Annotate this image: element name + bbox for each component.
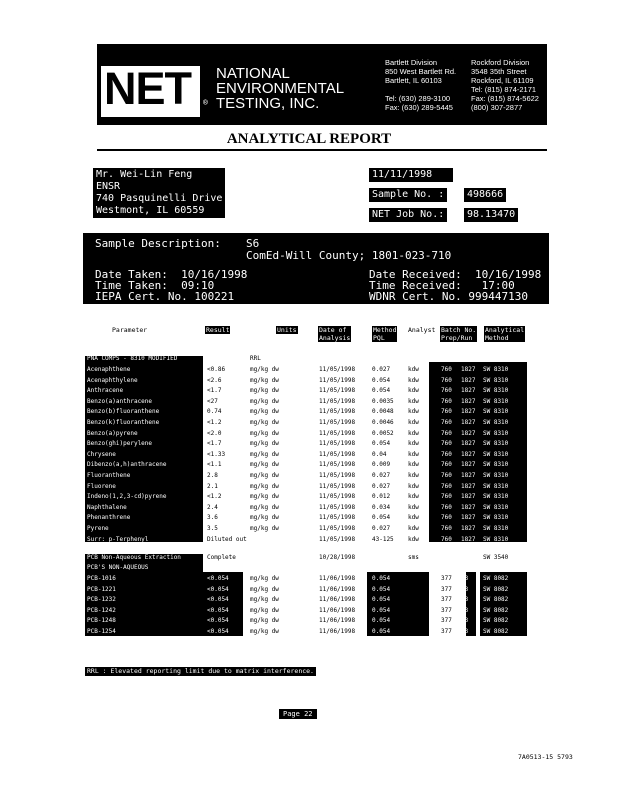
header-date: Date of Analysis: [319, 326, 351, 342]
cell-date: 11/05/1998: [319, 450, 356, 458]
address-line: Westmont, IL 60559: [96, 205, 205, 216]
summary-cell: 10/28/1998: [319, 554, 356, 561]
cell-batch-run: 1827: [461, 450, 476, 458]
cell-batch-prep: 760: [441, 366, 452, 373]
cell-date: 11/06/1998: [319, 627, 356, 635]
cell-batch-run: 53: [461, 575, 469, 582]
client-address: [93, 168, 225, 218]
office-line: Rockford, IL 61109: [471, 76, 534, 85]
registered-mark: ®: [203, 98, 208, 107]
cell-batch-run: 1827: [461, 440, 476, 448]
cell-batch-run: 1827: [461, 429, 476, 437]
cell-parameter: PCB-1254: [87, 627, 116, 635]
cell-units: mg/kg dw: [250, 493, 279, 501]
report-date: 11/11/1998: [369, 168, 453, 182]
header-method-pql: Method PQL: [373, 326, 397, 342]
cell-batch-prep: 760: [441, 461, 452, 469]
date-received: Date Received: 10/16/1998: [369, 268, 542, 281]
cell-method: SW 8310: [483, 461, 509, 469]
cell-date: 11/05/1998: [319, 408, 356, 416]
cell-date: 11/05/1998: [319, 397, 356, 405]
office-line: 850 West Bartlett Rd.: [385, 67, 457, 76]
cell-result: <0.054: [207, 575, 229, 582]
cell-batch-prep: 760: [441, 440, 452, 448]
cell-batch-run: 1827: [461, 503, 476, 511]
section-title: PCB Non-Aqueous Extraction: [87, 554, 181, 561]
cell-pql: 0.0046: [372, 419, 394, 426]
cell-result: <0.054: [207, 617, 229, 624]
cell-date: 11/05/1998: [319, 429, 356, 437]
cell-date: 11/05/1998: [319, 387, 356, 395]
cell-batch-prep: 760: [441, 376, 452, 384]
time-taken: Time Taken: 09:10: [95, 279, 215, 292]
cell-method: SW 8310: [483, 366, 509, 373]
cell-parameter: Naphthalene: [87, 503, 127, 511]
cell-analyst: kdw: [408, 493, 419, 501]
address-line: ENSR: [96, 181, 121, 192]
cell-batch-prep: 760: [441, 525, 452, 532]
cell-parameter: Benzo(a)pyrene: [87, 429, 138, 437]
cell-date: 11/05/1998: [319, 366, 356, 373]
cell-result: <0.054: [207, 585, 229, 593]
cell-analyst: tlc: [408, 617, 419, 624]
cell-result: 0.74: [207, 408, 222, 416]
cell-result: <0.86: [207, 366, 226, 373]
cell-batch-prep: 377: [441, 596, 452, 603]
cell-method: SW 8310: [483, 525, 509, 532]
cell-batch-prep: 377: [441, 627, 452, 635]
cell-units: mg/kg dw: [250, 627, 279, 635]
cell-pql: 0.0035: [372, 397, 394, 405]
cell-date: 11/06/1998: [319, 585, 356, 593]
cell-units: mg/kg dw: [250, 366, 279, 373]
cell-date: 11/05/1998: [319, 525, 356, 532]
cell-batch-prep: 760: [441, 408, 452, 416]
summary-cell: sms: [408, 554, 419, 561]
header-parameter: Parameter: [112, 326, 148, 334]
wdnr-cert: WDNR Cert. No. 999447130: [369, 290, 528, 303]
cell-analyst: tlc: [408, 585, 419, 593]
cell-date: 11/05/1998: [319, 503, 356, 511]
cell-analyst: kdw: [408, 440, 419, 448]
cell-analyst: kdw: [408, 429, 419, 437]
cell-batch-run: 53: [461, 627, 469, 635]
cell-result: <1.2: [207, 419, 222, 426]
cell-analyst: kdw: [408, 503, 419, 511]
logo-text: NET: [104, 63, 191, 114]
summary-cell: Complete: [372, 554, 401, 561]
cell-batch-run: 53: [461, 606, 469, 614]
section-flag: RRL: [250, 355, 261, 362]
cell-units: mg/kg dw: [250, 585, 279, 593]
summary-cell: Complete: [207, 554, 236, 561]
cell-date: 11/05/1998: [319, 461, 356, 469]
cell-pql: 43-125: [372, 535, 394, 543]
cell-method: SW 8310: [483, 408, 509, 416]
document-id: 7A0513-15 5793: [518, 753, 573, 761]
cell-units: mg/kg dw: [250, 575, 279, 582]
cell-units: mg/kg dw: [250, 376, 279, 384]
sample-no: 498666: [464, 188, 506, 202]
cell-date: 11/05/1998: [319, 440, 356, 448]
section-title: PCB'S NON-AQUEOUS: [87, 564, 149, 571]
desc-label: Sample Description:: [95, 237, 221, 250]
cell-units: mg/kg dw: [250, 472, 279, 479]
cell-pql: 0.0048: [372, 408, 394, 416]
cell-analyst: kdw: [408, 482, 419, 490]
page-number: Page 22: [279, 709, 317, 719]
cell-pql: 0.027: [372, 482, 391, 490]
cell-batch-prep: 760: [441, 429, 452, 437]
cell-analyst: kdw: [408, 514, 419, 522]
cell-date: 11/06/1998: [319, 596, 356, 603]
cell-batch-run: 1827: [461, 387, 476, 395]
divider: [97, 149, 547, 151]
cell-batch-prep: 377: [441, 585, 452, 593]
cell-analyst: tlc: [408, 627, 419, 635]
cell-units: mg/kg dw: [250, 461, 279, 469]
cell-parameter: Benzo(a)anthracene: [87, 397, 153, 405]
cell-date: 11/05/1998: [319, 419, 356, 426]
cell-analyst: kdw: [408, 419, 419, 426]
report-title: ANALYTICAL REPORT: [226, 131, 392, 147]
cell-batch-prep: 760: [441, 503, 452, 511]
cell-method: SW 8310: [483, 503, 509, 511]
company-name-line-2: ENVIRONMENTAL: [216, 80, 345, 97]
cell-analyst: kdw: [408, 376, 419, 384]
cell-units: mg/kg dw: [250, 419, 279, 426]
cell-units: mg/kg dw: [250, 440, 279, 448]
cell-pql: 0.054: [372, 606, 391, 614]
cell-method: SW 8310: [483, 482, 509, 490]
office-line: Bartlett, IL 60103: [385, 76, 442, 85]
office-line: Fax: (630) 289-5445: [385, 103, 453, 112]
cell-method: SW 8310: [483, 472, 509, 479]
cell-units: mg/kg dw: [250, 514, 279, 522]
cell-method: SW 8310: [483, 514, 509, 522]
cell-parameter: PCB-1232: [87, 596, 116, 603]
office-line: 3548 35th Street: [471, 67, 527, 76]
cell-analyst: tlc: [408, 596, 419, 603]
cell-pql: 0.054: [372, 627, 391, 635]
cell-result: <1.7: [207, 387, 222, 395]
cell-pql: 0.012: [372, 493, 391, 501]
cell-result: <0.054: [207, 596, 229, 603]
cell-result: <0.054: [207, 606, 229, 614]
cell-method: SW 8310: [483, 440, 509, 448]
cell-batch-run: 1827: [461, 514, 476, 522]
header-batch: Batch No. Prep/Run: [441, 326, 477, 342]
address-line: 740 Pasquinelli Drive: [96, 193, 223, 204]
cell-parameter: Fluoranthene: [87, 472, 131, 479]
cell-result: Diluted out: [207, 535, 247, 543]
cell-method: SW 8082: [483, 585, 509, 593]
cell-analyst: kdw: [408, 525, 419, 532]
office-line: Tel: (630) 289-3100: [385, 94, 451, 103]
cell-parameter: Acenaphthene: [87, 366, 131, 373]
cell-batch-run: 1827: [461, 419, 476, 426]
cell-batch-prep: 760: [441, 535, 452, 543]
cell-batch-prep: 760: [441, 514, 452, 522]
cell-batch-prep: 760: [441, 493, 452, 501]
cell-analyst: tlc: [408, 606, 419, 614]
cell-method: SW 8310: [483, 450, 509, 458]
cell-batch-run: 1827: [461, 376, 476, 384]
cell-analyst: kdw: [408, 397, 419, 405]
cell-parameter: Fluorene: [87, 482, 116, 490]
cell-analyst: tlc: [408, 575, 419, 582]
cell-method: SW 8310: [483, 419, 509, 426]
cell-parameter: Acenaphthylene: [87, 376, 138, 384]
cell-units: mg/kg dw: [250, 596, 279, 603]
cell-units: mg/kg dw: [250, 387, 279, 395]
cell-analyst: kdw: [408, 535, 419, 543]
cell-units: mg/kg dw: [250, 450, 279, 458]
cell-date: 11/06/1998: [319, 575, 356, 582]
cell-units: mg/kg dw: [250, 503, 279, 511]
cell-pql: 0.054: [372, 387, 391, 395]
cell-analyst: kdw: [408, 387, 419, 395]
office-line: Rockford Division: [471, 58, 530, 67]
cell-batch-run: 53: [461, 585, 469, 593]
cell-pql: 0.054: [372, 596, 391, 603]
summary-cell: SW 3540: [483, 554, 509, 561]
cell-pql: 0.054: [372, 617, 391, 624]
cell-result: <27: [207, 397, 218, 405]
time-received: Time Received: 17:00: [369, 279, 515, 292]
cell-pql: 0.027: [372, 525, 391, 532]
cell-method: SW 8310: [483, 535, 509, 543]
cell-date: 11/05/1998: [319, 535, 356, 543]
sample-no-label: Sample No. :: [369, 188, 447, 202]
cell-method: SW 8310: [483, 376, 509, 384]
cell-date: 11/05/1998: [319, 493, 356, 501]
cell-date: 11/06/1998: [319, 617, 356, 624]
cell-batch-run: 53: [461, 596, 469, 603]
cell-pql: 0.009: [372, 461, 391, 469]
cell-analyst: kdw: [408, 408, 419, 416]
rockford-office: [471, 58, 539, 112]
cell-units: mg/kg dw: [250, 606, 279, 614]
cell-parameter: Dibenzo(a,h)anthracene: [87, 461, 167, 469]
desc-1: S6: [246, 237, 260, 250]
cell-batch-run: 1827: [461, 397, 476, 405]
section-title: PNA COMPS - 8310 MODIFIED: [87, 355, 178, 362]
header-method: Analytical Method: [485, 326, 525, 342]
cell-batch-prep: 377: [441, 617, 452, 624]
cell-units: mg/kg dw: [250, 525, 279, 532]
cell-analyst: kdw: [408, 472, 419, 479]
cell-batch-run: 1827: [461, 472, 476, 479]
cell-result: <1.2: [207, 493, 222, 501]
office-line: (800) 307-2877: [471, 103, 523, 112]
iepa-cert: IEPA Cert. No. 100221: [95, 290, 235, 303]
cell-parameter: PCB-1248: [87, 617, 116, 624]
cell-result: <1.7: [207, 440, 222, 448]
cell-parameter: Surr: p-Terphenyl: [87, 535, 149, 543]
sample-description-box: [83, 233, 549, 304]
cell-method: SW 8310: [483, 493, 509, 501]
cell-result: <2.6: [207, 376, 222, 384]
cell-result: 2.4: [207, 503, 218, 511]
cell-batch-prep: 760: [441, 472, 452, 479]
cell-analyst: kdw: [408, 461, 419, 469]
desc-2: ComEd-Will County; 1801-023-710: [246, 249, 452, 262]
cell-parameter: Indeno(1,2,3-cd)pyrene: [87, 493, 167, 501]
cell-method: SW 8310: [483, 387, 509, 395]
cell-parameter: PCB-1242: [87, 606, 116, 614]
job-no-label: NET Job No.:: [369, 208, 447, 222]
header-units: Units: [277, 326, 297, 334]
cell-units: mg/kg dw: [250, 429, 279, 437]
cell-batch-prep: 377: [441, 606, 452, 614]
cell-batch-prep: 760: [441, 419, 452, 426]
cell-parameter: Anthracene: [87, 387, 124, 395]
cell-batch-prep: 760: [441, 387, 452, 395]
cell-batch-run: 53: [461, 617, 469, 624]
cell-parameter: Benzo(b)fluoranthene: [87, 408, 160, 416]
cell-result: <1.33: [207, 450, 226, 458]
cell-pql: 0.054: [372, 514, 391, 522]
cell-parameter: PCB-1016: [87, 575, 116, 582]
cell-pql: 0.034: [372, 503, 391, 511]
company-name-line-3: TESTING, INC.: [216, 95, 320, 112]
cell-batch-run: 1827: [461, 493, 476, 501]
cell-pql: 0.0052: [372, 429, 394, 437]
cell-date: 11/05/1998: [319, 376, 356, 384]
cell-batch-run: 1827: [461, 525, 476, 532]
cell-pql: 0.054: [372, 440, 391, 448]
cell-date: 11/05/1998: [319, 482, 356, 490]
cell-result: <1.1: [207, 461, 222, 469]
cell-parameter: Benzo(ghi)perylene: [87, 440, 153, 448]
cell-batch-prep: 760: [441, 482, 452, 490]
cell-method: SW 8310: [483, 397, 509, 405]
cell-result: 2.1: [207, 482, 218, 490]
cell-batch-run: 1827: [461, 535, 476, 543]
cell-pql: 0.054: [372, 575, 391, 582]
cell-method: SW 8310: [483, 429, 509, 437]
cell-units: mg/kg dw: [250, 397, 279, 405]
office-line: Tel: (815) 874-2171: [471, 85, 537, 94]
cell-result: 3.5: [207, 525, 218, 532]
cell-result: 2.8: [207, 472, 218, 479]
office-line: Fax: (815) 874-5622: [471, 94, 539, 103]
cell-method: SW 8082: [483, 596, 509, 603]
cell-result: <2.0: [207, 429, 222, 437]
cell-batch-prep: 377: [441, 575, 452, 582]
cell-units: mg/kg dw: [250, 408, 279, 416]
cell-parameter: Pyrene: [87, 525, 109, 532]
cell-batch-run: 1827: [461, 366, 476, 373]
cell-analyst: kdw: [408, 450, 419, 458]
address-line: Mr. Wei-Lin Feng: [96, 169, 193, 180]
cell-date: 11/05/1998: [319, 514, 356, 522]
cell-units: mg/kg dw: [250, 617, 279, 624]
cell-units: mg/kg dw: [250, 482, 279, 490]
office-line: [385, 85, 456, 94]
cell-date: 11/05/1998: [319, 472, 356, 479]
cell-batch-prep: 760: [441, 450, 452, 458]
cell-method: SW 8082: [483, 575, 509, 582]
header-result: Result: [206, 326, 230, 334]
date-taken: Date Taken: 10/16/1998: [95, 268, 248, 281]
cell-result: <0.054: [207, 627, 229, 635]
cell-pql: 0.054: [372, 585, 391, 593]
cell-parameter: PCB-1221: [87, 585, 116, 593]
cell-parameter: Benzo(k)fluoranthene: [87, 419, 160, 426]
job-no: 98.13470: [464, 208, 518, 222]
bartlett-office: [385, 58, 456, 112]
cell-batch-run: 1827: [461, 408, 476, 416]
cell-pql: 0.027: [372, 366, 391, 373]
cell-method: SW 8082: [483, 617, 509, 624]
header-analyst: Analyst: [408, 326, 436, 334]
cell-batch-run: 1827: [461, 461, 476, 469]
cell-parameter: Chrysene: [87, 450, 116, 458]
office-line: Bartlett Division: [385, 58, 438, 67]
cell-date: 11/06/1998: [319, 606, 356, 614]
cell-method: SW 8082: [483, 606, 509, 614]
cell-pql: 0.054: [372, 376, 391, 384]
cell-pql: 0.027: [372, 472, 391, 479]
cell-batch-run: 1827: [461, 482, 476, 490]
cell-method: SW 8082: [483, 627, 509, 635]
cell-parameter: Phenanthrene: [87, 514, 131, 522]
cell-result: 3.6: [207, 514, 218, 522]
cell-analyst: kdw: [408, 366, 419, 373]
cell-batch-prep: 760: [441, 397, 452, 405]
cell-pql: 0.04: [372, 450, 387, 458]
company-name-line-1: NATIONAL: [216, 65, 290, 82]
footnote: RRL : Elevated reporting limit due to matrix interference.: [87, 667, 314, 675]
